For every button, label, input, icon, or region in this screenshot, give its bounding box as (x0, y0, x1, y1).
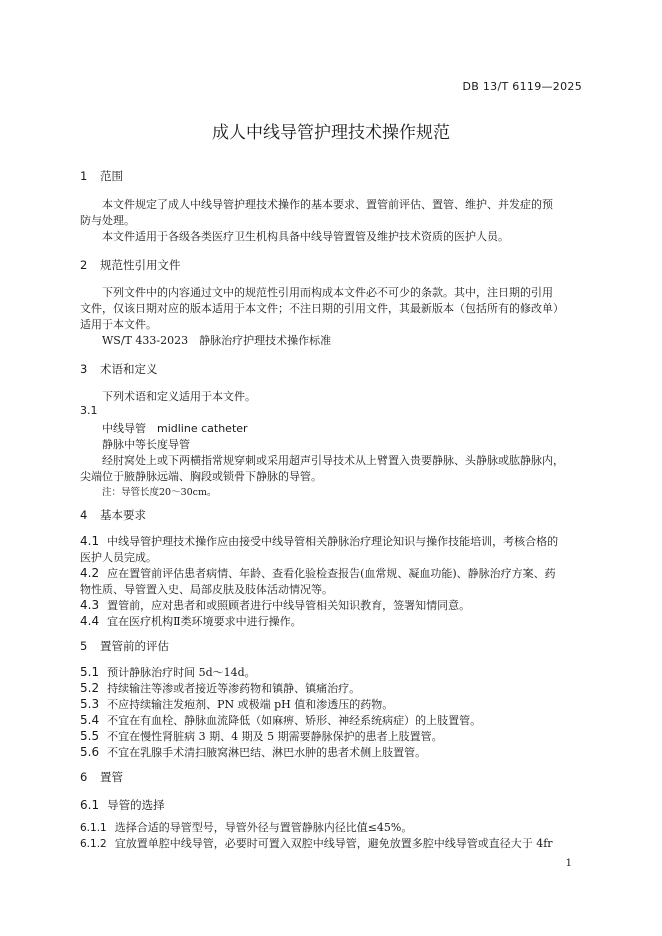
clause-text: 中线导管护理技术操作应由接受中线导管相关静脉治疗理论知识与操作技能培训，考核合格的 (107, 535, 559, 548)
list-item (80, 680, 360, 696)
term-english: midline catheter (157, 422, 248, 435)
clause-number: 6.1.2 (80, 838, 107, 850)
section-number: 4 (80, 508, 88, 522)
list-item (80, 819, 412, 835)
clause-number: 5.3 (80, 697, 100, 711)
term-alternative: 静脉中等长度导管 (102, 438, 190, 451)
section-number: 5 (80, 639, 88, 653)
section-6-heading (80, 769, 123, 785)
paragraph: 医护人员完成。 (80, 551, 157, 564)
term-number: 3.1 (80, 404, 98, 417)
clause-number: 5.4 (80, 713, 100, 727)
section-title: 置管前的评估 (100, 639, 169, 653)
clause-text: 预计静脉治疗时间 5d～14d。 (107, 666, 256, 679)
standard-code: DB 13/T 6119—2025 (462, 80, 582, 93)
section-1-heading (80, 168, 123, 184)
clause-text: 置管前，应对患者和或照顾者进行中线导管相关知识教育，签署知情同意。 (107, 599, 471, 612)
section-number: 6 (80, 770, 88, 784)
paragraph: 本文件规定了成人中线导管护理技术操作的基本要求、置管前评估、置管、维护、并发症的预 (102, 198, 553, 211)
clause-number: 4.2 (80, 566, 100, 580)
clause-number: 4.4 (80, 614, 100, 628)
section-number: 3 (80, 362, 88, 376)
clause-text: 选择合适的导管型号，导管外径与置管静脉内径比值≤45%。 (114, 821, 413, 834)
section-title: 范围 (100, 169, 123, 183)
document-title: 成人中线导管护理技术操作规范 (212, 123, 450, 143)
clause-text: 不宜在有血栓、静脉血流降低（如麻痹、矫形、神经系统病症）的上肢置管。 (107, 714, 482, 727)
clause-number: 5.2 (80, 681, 100, 695)
section-3-heading (80, 361, 158, 377)
section-title: 术语和定义 (100, 362, 158, 376)
clause-text: 不宜在慢性肾脏病 3 期、4 期及 5 期需要静脉保护的患者上肢置管。 (107, 730, 443, 743)
list-item (80, 565, 556, 581)
list-item (80, 744, 426, 760)
paragraph: 防与处理。 (80, 214, 135, 227)
section-number: 2 (80, 258, 88, 272)
list-item (80, 613, 302, 629)
clause-text: 持续输注等渗或者接近等渗药物和镇静、镇痛治疗。 (107, 682, 361, 695)
term-chinese: 中线导管 (102, 422, 146, 435)
paragraph: 文件，仅该日期对应的版本适用于本文件；不注日期的引用文件，其最新版本（包括所有的修改单） (80, 302, 564, 315)
clause-number: 6.1.1 (80, 822, 107, 834)
paragraph: 适用于本文件。 (80, 318, 157, 331)
section-4-heading (80, 507, 146, 523)
subsection-heading (80, 797, 165, 813)
paragraph: 下列术语和定义适用于本文件。 (102, 390, 256, 403)
subsection-number: 6.1 (80, 798, 100, 812)
clause-text: 不宜在乳腺手术清扫腋窝淋巴结、淋巴水肿的患者术侧上肢置管。 (107, 746, 427, 759)
paragraph: 物性质、导管置入史、局部皮肤及肢体活动情况等。 (80, 583, 333, 596)
list-item (80, 664, 256, 680)
subsection-title: 导管的选择 (107, 798, 165, 812)
clause-number: 5.6 (80, 745, 100, 759)
note: 注：导管长度20～30cm。 (102, 487, 217, 498)
normative-reference: WS/T 433-2023 静脉治疗护理技术操作标准 (102, 334, 332, 347)
clause-number: 5.5 (80, 729, 100, 743)
clause-number: 5.1 (80, 665, 100, 679)
clause-number: 4.1 (80, 534, 100, 548)
paragraph: 下列文件中的内容通过文中的规范性引用而构成本文件必不可少的条款。其中，注日期的引用 (102, 286, 553, 299)
clause-text: 不应持续输注发疱剂、PN 或极端 pH 值和渗透压的药物。 (107, 698, 394, 711)
list-item (80, 696, 393, 712)
term-definition: 尖端位于腋静脉远端、胸段或锁骨下静脉的导管。 (80, 470, 322, 483)
clause-text: 宜在医疗机构Ⅱ类环境要求中进行操作。 (107, 615, 302, 628)
list-item (80, 597, 470, 613)
clause-text: 宜放置单腔中线导管，必要时可置入双腔中线导管，避免放置多腔中线导管或直径大于 4fr (114, 837, 553, 850)
term-entry (102, 420, 248, 436)
section-2-heading (80, 257, 181, 273)
list-item (80, 728, 443, 744)
list-item (80, 712, 481, 728)
paragraph: 本文件适用于各级各类医疗卫生机构具备中线导管置管及维护技术资质的医护人员。 (102, 230, 509, 243)
list-item (80, 835, 553, 851)
section-5-heading (80, 638, 169, 654)
section-title: 基本要求 (100, 508, 146, 522)
term-definition: 经肘窝处上或下两横指常规穿刺或采用超声引导技术从上臂置入贵要静脉、头静脉或肱静脉内， (102, 454, 564, 467)
section-number: 1 (80, 169, 88, 183)
clause-text: 应在置管前评估患者病情、年龄、查看化验检查报告(血常规、凝血功能)、静脉治疗方案、药 (107, 567, 556, 580)
section-title: 置管 (100, 770, 123, 784)
clause-number: 4.3 (80, 598, 100, 612)
list-item (80, 533, 558, 549)
page-number: 1 (565, 858, 572, 869)
section-title: 规范性引用文件 (100, 258, 181, 272)
